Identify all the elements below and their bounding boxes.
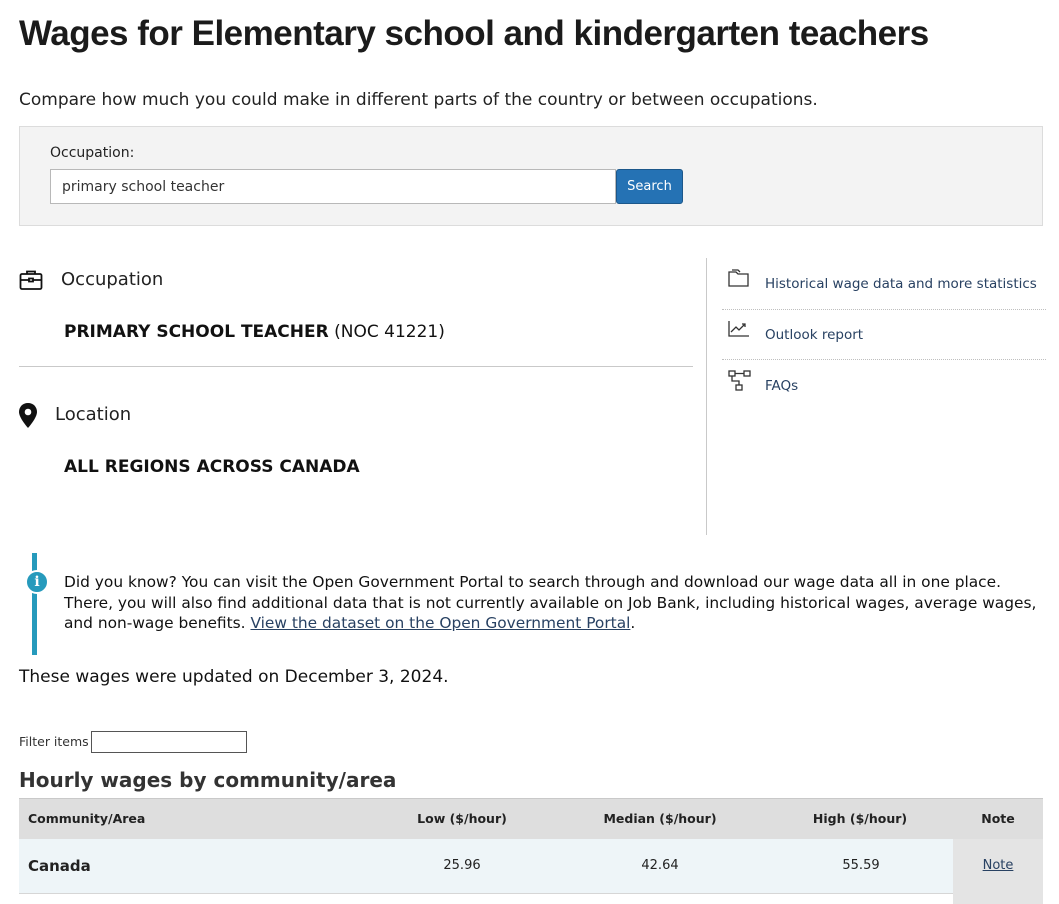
- occupation-search-label: Occupation:: [50, 145, 135, 161]
- wages-updated-text: These wages were updated on December 3, 2024.: [19, 667, 449, 687]
- header-low[interactable]: Low ($/hour): [417, 811, 507, 826]
- search-button[interactable]: Search: [616, 169, 683, 204]
- open-government-notice: [64, 572, 1048, 634]
- occupation-heading: Occupation: [61, 269, 164, 290]
- faqs-link[interactable]: [722, 360, 1046, 410]
- table-title: Hourly wages by community/area: [19, 768, 397, 792]
- folder-icon: [728, 269, 752, 292]
- notice-suffix: .: [630, 614, 636, 632]
- open-government-dataset-link[interactable]: View the dataset on the Open Government Portal: [250, 614, 631, 632]
- occupation-noc: (NOC 41221): [334, 322, 445, 342]
- historical-wage-data-label: Historical wage data and more statistics: [765, 276, 1037, 292]
- filter-input[interactable]: [91, 731, 247, 753]
- table-header: [19, 798, 1043, 839]
- page-title: Wages for Elementary school and kindergarten teachers: [19, 14, 929, 53]
- location-heading: Location: [55, 404, 132, 425]
- historical-wage-data-link[interactable]: [722, 260, 1046, 310]
- header-note[interactable]: Note: [981, 811, 1015, 826]
- filter-label: Filter items: [19, 734, 89, 749]
- info-icon: i: [25, 570, 49, 594]
- cell-low: 25.96: [443, 858, 481, 873]
- header-high[interactable]: High ($/hour): [812, 811, 908, 826]
- cell-median: 42.64: [641, 858, 679, 873]
- cell-area: Canada: [28, 857, 91, 875]
- flowchart-icon: [728, 370, 752, 396]
- cell-note: [968, 858, 1028, 873]
- occupation-search-input[interactable]: [50, 169, 616, 204]
- occupation-name: PRIMARY SCHOOL TEACHER: [64, 322, 329, 342]
- notice-accent-bar: [32, 553, 37, 655]
- table-row: [19, 839, 1043, 894]
- header-community-area[interactable]: Community/Area: [28, 811, 146, 826]
- briefcase-icon: [19, 269, 43, 295]
- outlook-report-link[interactable]: [722, 310, 1046, 360]
- intro-text: Compare how much you could make in different parts of the country or between occupations.: [19, 90, 818, 110]
- outlook-report-label: Outlook report: [765, 327, 864, 343]
- faqs-label: FAQs: [765, 378, 799, 394]
- map-pin-icon: [18, 403, 38, 432]
- location-value: ALL REGIONS ACROSS CANADA: [64, 457, 360, 477]
- note-link[interactable]: Note: [982, 858, 1014, 873]
- header-median[interactable]: Median ($/hour): [603, 811, 717, 826]
- occupation-value: [64, 322, 445, 342]
- trend-chart-icon: [728, 320, 750, 342]
- cell-high: 55.59: [842, 858, 880, 873]
- notice-text: Did you know? You can visit the Open Government Portal to search through and download our wage data all in one place. There, you will also find additional data that is not currently available on Job Bank, including historical wages, average wages, and non-wage benefits.: [64, 573, 1037, 632]
- sidebar-divider: [706, 258, 707, 535]
- section-divider: [19, 366, 693, 367]
